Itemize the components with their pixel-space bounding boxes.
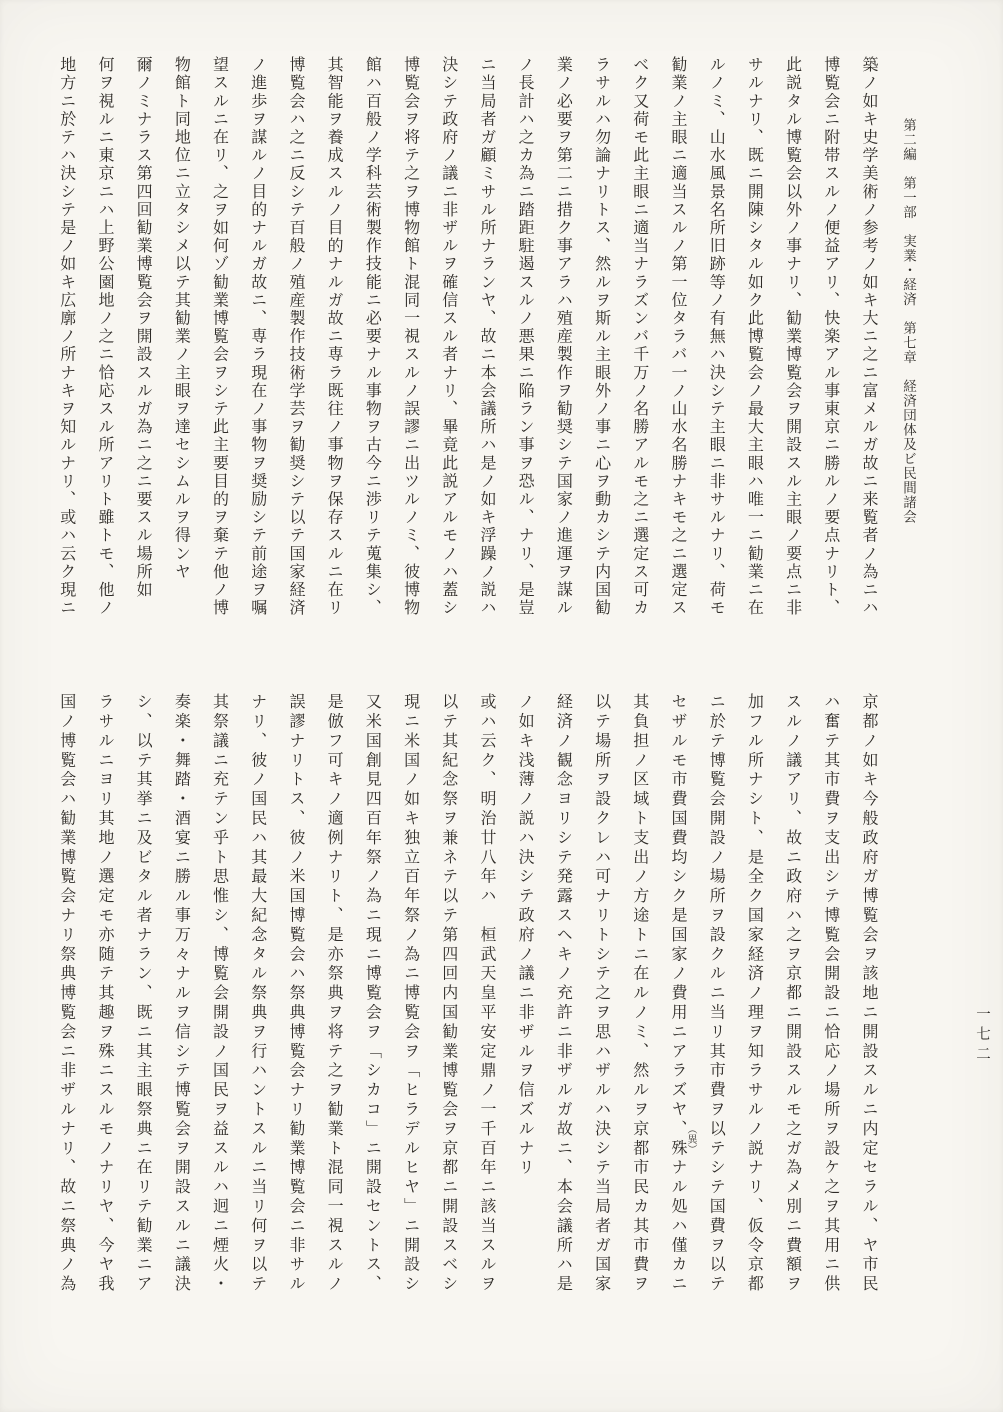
text-column: 加フル所ナシト、是全ク国家経済ノ理ヲ知ラサルノ説ナリ、仮令京都 — [745, 693, 765, 1295]
text-column: ハ奮テ其市費ヲ支出シテ博覧会開設ニ恰応ノ場所ヲ設ケ之ヲ其用ニ供 — [821, 693, 841, 1295]
text-column: 現ニ米国ノ如キ独立百年祭ノ為ニ博覧会ヲ「ヒラデルヒヤ」ニ開設シ — [401, 693, 421, 1295]
text-column: 博覧会ニ附帯スルノ便益アリ、快楽アル事東京ニ勝ルノ要点ナリト、 — [821, 56, 841, 618]
text-column: 以テ其紀念祭ヲ兼ネテ以テ第四回内国勧業博覧会ヲ京都ニ開設スベシ — [439, 693, 459, 1295]
side-note-gloss: （異） — [685, 1124, 696, 1154]
text-column: 望スルニ在リ、之ヲ如何ゾ勧業博覧会ヲシテ此主要目的ヲ棄テ他ノ博 — [210, 56, 230, 618]
text-column: ノ長計ハ之カ為ニ踏距駐遏スルノ悪果ニ陥ラン事ヲ恐ル、ナリ、是豈 — [516, 56, 536, 618]
text-column: ラサルニヨリ其地ノ選定モ亦随テ其趣ヲ殊ニスルモノナリヤ、今ヤ我 — [95, 693, 115, 1295]
text-column: 其負担ノ区域ト支出ノ方途トニ在ルノミ、然ルヲ京都市民カ其市費ヲ — [630, 693, 650, 1295]
text-column: 是倣フ可キノ適例ナリト、是亦祭典ヲ将テ之ヲ勧業ト混同一視スルノ — [325, 693, 345, 1295]
text-column: 京都ノ如キ今般政府ガ博覧会ヲ該地ニ開設スルニ内定セラル、ヤ市民 — [860, 693, 879, 1295]
text-column: ニ於テ博覧会開設ノ場所ヲ設クルニ当リ其市費ヲ以テシテ国費ヲ以テ — [707, 693, 727, 1295]
text-column: ナリ、彼ノ国民ハ其最大紀念タル祭典ヲ行ハントスルニ当リ何ヲ以テ — [248, 693, 268, 1295]
text-column: ノ如キ浅薄ノ説ハ決シテ政府ノ議ニ非ザルヲ信ズルナリ — [516, 693, 536, 1178]
text-column: 物館ト同地位ニ立タシメ以テ其勧業ノ主眼ヲ達セシムルヲ得ンヤ — [172, 56, 192, 581]
text-column: 此説タル博覧会以外ノ事ナリ、勧業博覧会ヲ開設スル主眼ノ要点ニ非 — [783, 56, 803, 618]
text-column: ニ当局者ガ顧ミサル所ナランヤ、故ニ本会議所ハ是ノ如キ浮躁ノ説ハ — [477, 56, 497, 618]
text-column: 又米国創見四百年祭ノ為ニ現ニ博覧会ヲ「シカコ」ニ開設セントス、 — [363, 693, 383, 1295]
text-column: 其祭議ニ充テン乎ト思惟シ、博覧会開設ノ国民ヲ益スルハ迥ニ煙火・ — [210, 693, 230, 1295]
text-column: セザルモ市費国費均シク是国家ノ費用ニアラズヤ、殊ナル処ハ僅カニ — [668, 693, 688, 1295]
text-column: ルノミ、山水風景名所旧跡等ノ有無ハ決シテ主眼ニ非サルナリ、荷モ — [707, 56, 727, 618]
text-column: 館ハ百般ノ学科芸術製作技能ニ必要ナル事物ヲ古今ニ渉リテ蒐集シ、 — [363, 56, 383, 618]
text-column: ノ進歩ヲ謀ルノ目的ナルガ故ニ、専ラ現在ノ事物ヲ奨励シテ前途ヲ嘱 — [248, 56, 268, 618]
running-head: 第二編 第一部 実業・経済 第七章 経済団体及ビ民間諸会 — [900, 118, 916, 524]
text-column: 爾ノミナラス第四回勧業博覧会ヲ開設スルガ為ニ之ニ要スル場所如 — [134, 56, 154, 599]
text-column: 業ノ必要ヲ第二ニ措ク事アラハ殖産製作ヲ勧奨シテ国家ノ進運ヲ謀ル — [554, 56, 574, 618]
page-number: 一七二 — [974, 1006, 990, 1066]
text-column: 勧業ノ主眼ニ適当スルノ第一位タラバ一ノ山水名勝ナキモ之ニ選定ス — [668, 56, 688, 618]
text-column: 国ノ博覧会ハ勧業博覧会ナリ祭典博覧会ニ非ザルナリ、故ニ祭典ノ為 — [57, 693, 77, 1295]
text-column: ラサルハ勿論ナリトス、然ルヲ斯ル主眼外ノ事ニ心ヲ動カシテ内国勧 — [592, 56, 612, 618]
text-column: 博覧会ハ之ニ反シテ百般ノ殖産製作技術学芸ヲ勧奨シテ以テ国家経済 — [286, 56, 306, 618]
text-band-top — [46, 56, 888, 662]
text-band-bottom — [46, 693, 888, 1353]
text-column: 地方ニ於テハ決シテ是ノ如キ広廓ノ所ナキヲ知ルナリ、或ハ云ク現ニ — [57, 56, 77, 618]
text-column: シ、以テ其挙ニ及ビタル者ナラン、既ニ其主眼祭典ニ在リテ勧業ニア — [134, 693, 154, 1295]
text-column: サルナリ、既ニ開陳シタル如ク此博覧会ノ最大主眼ハ唯一ニ勧業ニ在 — [745, 56, 765, 618]
text-column: 奏楽・舞踏・酒宴ニ勝ル事万々ナルヲ信シテ博覧会ヲ開設スルニ議決 — [172, 693, 192, 1295]
text-column: 或ハ云ク、明治廿八年ハ 桓武天皇平安定鼎ノ一千百年ニ該当スルヲ — [477, 693, 497, 1295]
text-column: 其智能ヲ養成スルノ目的ナルガ故ニ専ラ既往ノ事物ヲ保存スルニ在リ — [325, 56, 345, 618]
text-column: ベク又荷モ此主眼ニ適当ナラズンバ千万ノ名勝アルモ之ニ選定ス可カ — [630, 56, 650, 618]
text-column: 何ヲ視ルニ東京ニハ上野公園地ノ之ニ恰応スル所アリト雖トモ、他ノ — [95, 56, 115, 618]
text-column: 以テ場所ヲ設クレハ可ナリトシテ之ヲ思ハザルハ決シテ当局者ガ国家 — [592, 693, 612, 1295]
text-column: スルノ議アリ、故ニ政府ハ之ヲ京都ニ開設スルモ之ガ為メ別ニ費額ヲ — [783, 693, 803, 1295]
text-column: 築ノ如キ史学美術ノ参考ノ如キ大ニ之ニ富メルガ故ニ来覧者ノ為ニハ — [860, 56, 879, 618]
text-column: 経済ノ観念ヨリシテ発露スヘキノ充許ニ非ザルガ故ニ、本会議所ハ是 — [554, 693, 574, 1295]
text-column: 博覧会ヲ将テ之ヲ博物館ト混同一視スルノ誤謬ニ出ツルノミ、彼博物 — [401, 56, 421, 618]
text-column: 決シテ政府ノ議ニ非ザルヲ確信スル者ナリ、畢竟此説アルモノハ蓋シ — [439, 56, 459, 618]
text-column: 誤謬ナリトス、彼ノ米国博覧会ハ祭典博覧会ナリ勧業博覧会ニ非サル — [286, 693, 306, 1295]
